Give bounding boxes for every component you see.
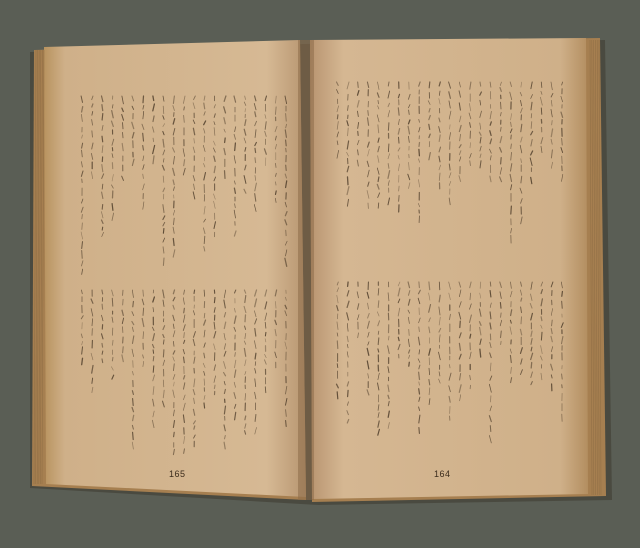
text-glyph-stroke xyxy=(501,102,502,109)
gutter xyxy=(298,40,314,500)
text-glyph-stroke xyxy=(235,143,236,151)
text-glyph-stroke xyxy=(123,347,124,353)
text-glyph-stroke xyxy=(501,158,502,164)
text-glyph-stroke xyxy=(255,158,256,163)
text-glyph-stroke xyxy=(378,203,379,208)
text-glyph-stroke xyxy=(388,82,389,86)
text-glyph-stroke xyxy=(348,95,349,101)
text-glyph-stroke xyxy=(163,340,164,344)
text-glyph-stroke xyxy=(358,82,359,88)
text-glyph-stroke xyxy=(337,341,338,349)
text-glyph-stroke xyxy=(378,301,379,308)
text-glyph-stroke xyxy=(388,144,389,152)
text-glyph-stroke xyxy=(398,337,399,340)
text-glyph-stroke xyxy=(92,131,93,137)
text-glyph-stroke xyxy=(480,82,481,86)
text-glyph-stroke xyxy=(348,282,349,286)
text-glyph-stroke xyxy=(419,372,420,379)
text-glyph-stroke xyxy=(143,146,144,150)
text-glyph-stroke xyxy=(388,164,389,169)
text-glyph-stroke xyxy=(82,358,83,364)
text-glyph-stroke xyxy=(541,82,542,88)
text-glyph-stroke xyxy=(501,341,502,344)
text-glyph-stroke xyxy=(123,337,124,343)
text-glyph-stroke xyxy=(429,282,430,290)
text-glyph-stroke xyxy=(490,396,491,402)
text-glyph-stroke xyxy=(378,338,379,345)
text-glyph-stroke xyxy=(102,359,103,363)
text-glyph-stroke xyxy=(143,332,144,339)
text-glyph-stroke xyxy=(449,365,450,368)
text-glyph-stroke xyxy=(173,239,174,246)
text-glyph-stroke xyxy=(419,327,420,332)
text-glyph-stroke xyxy=(552,320,553,326)
text-glyph-stroke xyxy=(337,392,338,399)
text-glyph-stroke xyxy=(531,363,532,369)
text-glyph-stroke xyxy=(102,205,103,210)
text-glyph-stroke xyxy=(214,385,215,388)
text-glyph-stroke xyxy=(112,357,113,360)
text-glyph-stroke xyxy=(531,122,532,129)
text-glyph-stroke xyxy=(276,191,277,194)
text-glyph-stroke xyxy=(490,282,491,286)
text-glyph-stroke xyxy=(439,282,440,290)
text-glyph-stroke xyxy=(348,390,349,396)
text-glyph-stroke xyxy=(184,333,185,338)
text-glyph-stroke xyxy=(153,96,154,101)
text-glyph-stroke xyxy=(123,133,124,138)
text-glyph-stroke xyxy=(562,301,563,308)
text-glyph-stroke xyxy=(204,403,205,408)
left-page xyxy=(44,40,306,497)
text-glyph-stroke xyxy=(102,136,103,142)
text-glyph-stroke xyxy=(163,229,164,234)
text-glyph-stroke xyxy=(204,313,205,318)
text-glyph-stroke xyxy=(143,290,144,296)
text-glyph-stroke xyxy=(511,144,512,148)
page-number-right: 164 xyxy=(434,469,451,479)
text-glyph-stroke xyxy=(102,114,103,120)
text-glyph-stroke xyxy=(163,258,164,265)
text-glyph-stroke xyxy=(112,298,113,306)
text-glyph-stroke xyxy=(102,290,103,294)
text-glyph-stroke xyxy=(153,366,154,372)
text-glyph-stroke xyxy=(174,432,175,436)
text-glyph-stroke xyxy=(337,364,338,368)
text-glyph-stroke xyxy=(419,149,420,156)
text-glyph-stroke xyxy=(276,182,277,185)
page-number-left: 165 xyxy=(169,469,186,479)
text-glyph-stroke xyxy=(399,186,400,191)
text-glyph-stroke xyxy=(92,329,93,336)
text-glyph-stroke xyxy=(480,349,481,357)
text-glyph-stroke xyxy=(245,416,246,420)
text-glyph-stroke xyxy=(562,374,563,379)
text-glyph-stroke xyxy=(204,379,205,385)
text-glyph-stroke xyxy=(245,315,246,322)
text-glyph-stroke xyxy=(133,301,134,306)
text-glyph-stroke xyxy=(102,351,103,354)
text-glyph-stroke xyxy=(286,114,287,122)
text-glyph-stroke xyxy=(388,123,389,131)
text-glyph-stroke xyxy=(102,227,103,230)
text-glyph-stroke xyxy=(82,179,83,182)
text-glyph-stroke xyxy=(275,163,276,167)
text-glyph-stroke xyxy=(378,349,379,352)
text-glyph-stroke xyxy=(286,165,287,170)
text-glyph-stroke xyxy=(552,121,553,125)
text-glyph-stroke xyxy=(102,105,103,111)
text-glyph-stroke xyxy=(112,340,113,345)
text-glyph-stroke xyxy=(419,143,420,147)
text-glyph-stroke xyxy=(511,135,512,139)
text-glyph-stroke xyxy=(82,215,83,219)
text-glyph-stroke xyxy=(123,123,124,129)
text-glyph-stroke xyxy=(153,350,154,353)
text-glyph-stroke xyxy=(490,291,491,297)
text-glyph-stroke xyxy=(337,115,338,119)
text-glyph-stroke xyxy=(133,399,134,406)
text-glyph-stroke xyxy=(194,290,195,294)
text-glyph-stroke xyxy=(541,108,542,114)
text-glyph-stroke xyxy=(388,336,389,340)
text-glyph-stroke xyxy=(143,308,144,315)
text-glyph-stroke xyxy=(286,421,287,427)
text-glyph-stroke xyxy=(501,313,502,317)
text-glyph-stroke xyxy=(378,101,379,104)
text-glyph-stroke xyxy=(378,177,379,182)
text-glyph-stroke xyxy=(255,148,256,152)
text-glyph-stroke xyxy=(82,223,83,230)
text-glyph-stroke xyxy=(460,321,461,327)
text-glyph-stroke xyxy=(511,206,512,214)
text-glyph-stroke xyxy=(225,171,226,179)
text-glyph-stroke xyxy=(184,308,185,312)
text-glyph-stroke xyxy=(429,124,430,129)
text-glyph-stroke xyxy=(102,304,103,309)
text-glyph-stroke xyxy=(204,236,205,243)
text-glyph-stroke xyxy=(399,137,400,143)
text-glyph-stroke xyxy=(368,111,369,116)
text-glyph-stroke xyxy=(204,290,205,296)
text-glyph-stroke xyxy=(409,362,410,366)
text-glyph-stroke xyxy=(399,196,400,202)
text-glyph-stroke xyxy=(348,177,349,185)
text-glyph-stroke xyxy=(255,353,256,359)
text-glyph-stroke xyxy=(521,298,522,301)
text-glyph-stroke xyxy=(225,138,226,143)
text-glyph-stroke xyxy=(480,282,481,288)
text-glyph-stroke xyxy=(562,138,563,145)
text-glyph-stroke xyxy=(419,389,420,394)
text-glyph-stroke xyxy=(133,432,134,439)
text-glyph-stroke xyxy=(409,329,410,335)
text-glyph-stroke xyxy=(358,132,359,136)
text-glyph-stroke xyxy=(500,303,501,309)
text-glyph-stroke xyxy=(419,428,420,434)
text-glyph-stroke xyxy=(214,298,215,303)
text-glyph-stroke xyxy=(82,251,83,259)
text-glyph-stroke xyxy=(255,362,256,366)
text-glyph-stroke xyxy=(163,350,164,357)
text-glyph-stroke xyxy=(541,317,542,321)
text-glyph-stroke xyxy=(521,317,522,324)
text-glyph-stroke xyxy=(102,344,103,348)
text-glyph-stroke xyxy=(153,138,154,141)
text-glyph-stroke xyxy=(541,332,542,340)
text-glyph-stroke xyxy=(153,357,154,361)
text-glyph-stroke xyxy=(490,426,491,432)
text-glyph-stroke xyxy=(194,426,195,429)
text-glyph-stroke xyxy=(419,282,420,288)
text-glyph-stroke xyxy=(112,204,113,211)
text-glyph-stroke xyxy=(265,332,266,336)
text-glyph-stroke xyxy=(286,140,287,146)
text-glyph-stroke xyxy=(470,334,471,338)
text-glyph-stroke xyxy=(102,184,103,189)
text-glyph-stroke xyxy=(265,387,266,393)
text-glyph-stroke xyxy=(398,108,399,115)
text-glyph-stroke xyxy=(143,133,144,141)
text-glyph-stroke xyxy=(531,114,532,118)
text-glyph-stroke xyxy=(184,107,185,110)
right-page xyxy=(310,38,588,499)
text-glyph-stroke xyxy=(123,299,124,305)
text-glyph-stroke xyxy=(143,96,144,103)
text-glyph-stroke xyxy=(429,82,430,88)
text-glyph-stroke xyxy=(562,291,563,296)
text-glyph-stroke xyxy=(163,380,164,387)
text-glyph-stroke xyxy=(225,436,226,439)
